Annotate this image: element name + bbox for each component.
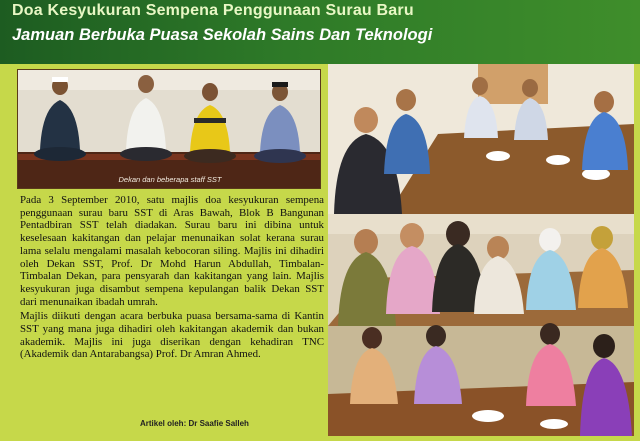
article-paragraph: Pada 3 September 2010, satu majlis doa kesyukuran sempena penggunaan surau baru SST di Aras Bawah, Blok B Bangunan Pentadbiran SST telah diadakan. Surau baru ini dibina untuk keselesaan kakitangan dan pelajar menunaikan solat kerana surau lama selalu mengalami masalah kebocoran siling. Majlis ini dihadiri oleh Dekan SST, Prof. Dr Mohd Harun Abdullah, Timbalan-Timbalan Dekan, para pensyarah dan kakitangan yang lain. Majlis kesyukuran juga disambut sempena kepulangan balik Dekan SST dari menunaikan ibadah umrah. — [20, 194, 324, 308]
article-subtitle: Jamuan Berbuka Puasa Sekolah Sains Dan Teknologi — [12, 26, 433, 44]
prayer-room-illustration — [18, 70, 321, 189]
article-credit: Artikel oleh: Dr Saafie Salleh — [140, 419, 249, 428]
article-body — [20, 194, 324, 361]
photo-buka-puasa-collage — [328, 64, 634, 436]
photo-caption: Dekan dan beberapa staff SST — [118, 175, 222, 184]
photo-dean-and-staff — [17, 69, 321, 189]
article-title: Doa Kesyukuran Sempena Penggunaan Surau Baru — [12, 2, 414, 19]
header-banner — [0, 0, 640, 64]
article-paragraph: Majlis diikuti dengan acara berbuka puasa bersama-sama di Kantin SST yang mana juga dihadiri oleh kakitangan akademik dan bukan akademik. Majlis ini juga diserikan dengan kehadiran TNC (Akademik dan Antarabangsa) Prof. Dr Amran Ahmed. — [20, 310, 324, 361]
dining-event-illustration — [328, 64, 634, 436]
